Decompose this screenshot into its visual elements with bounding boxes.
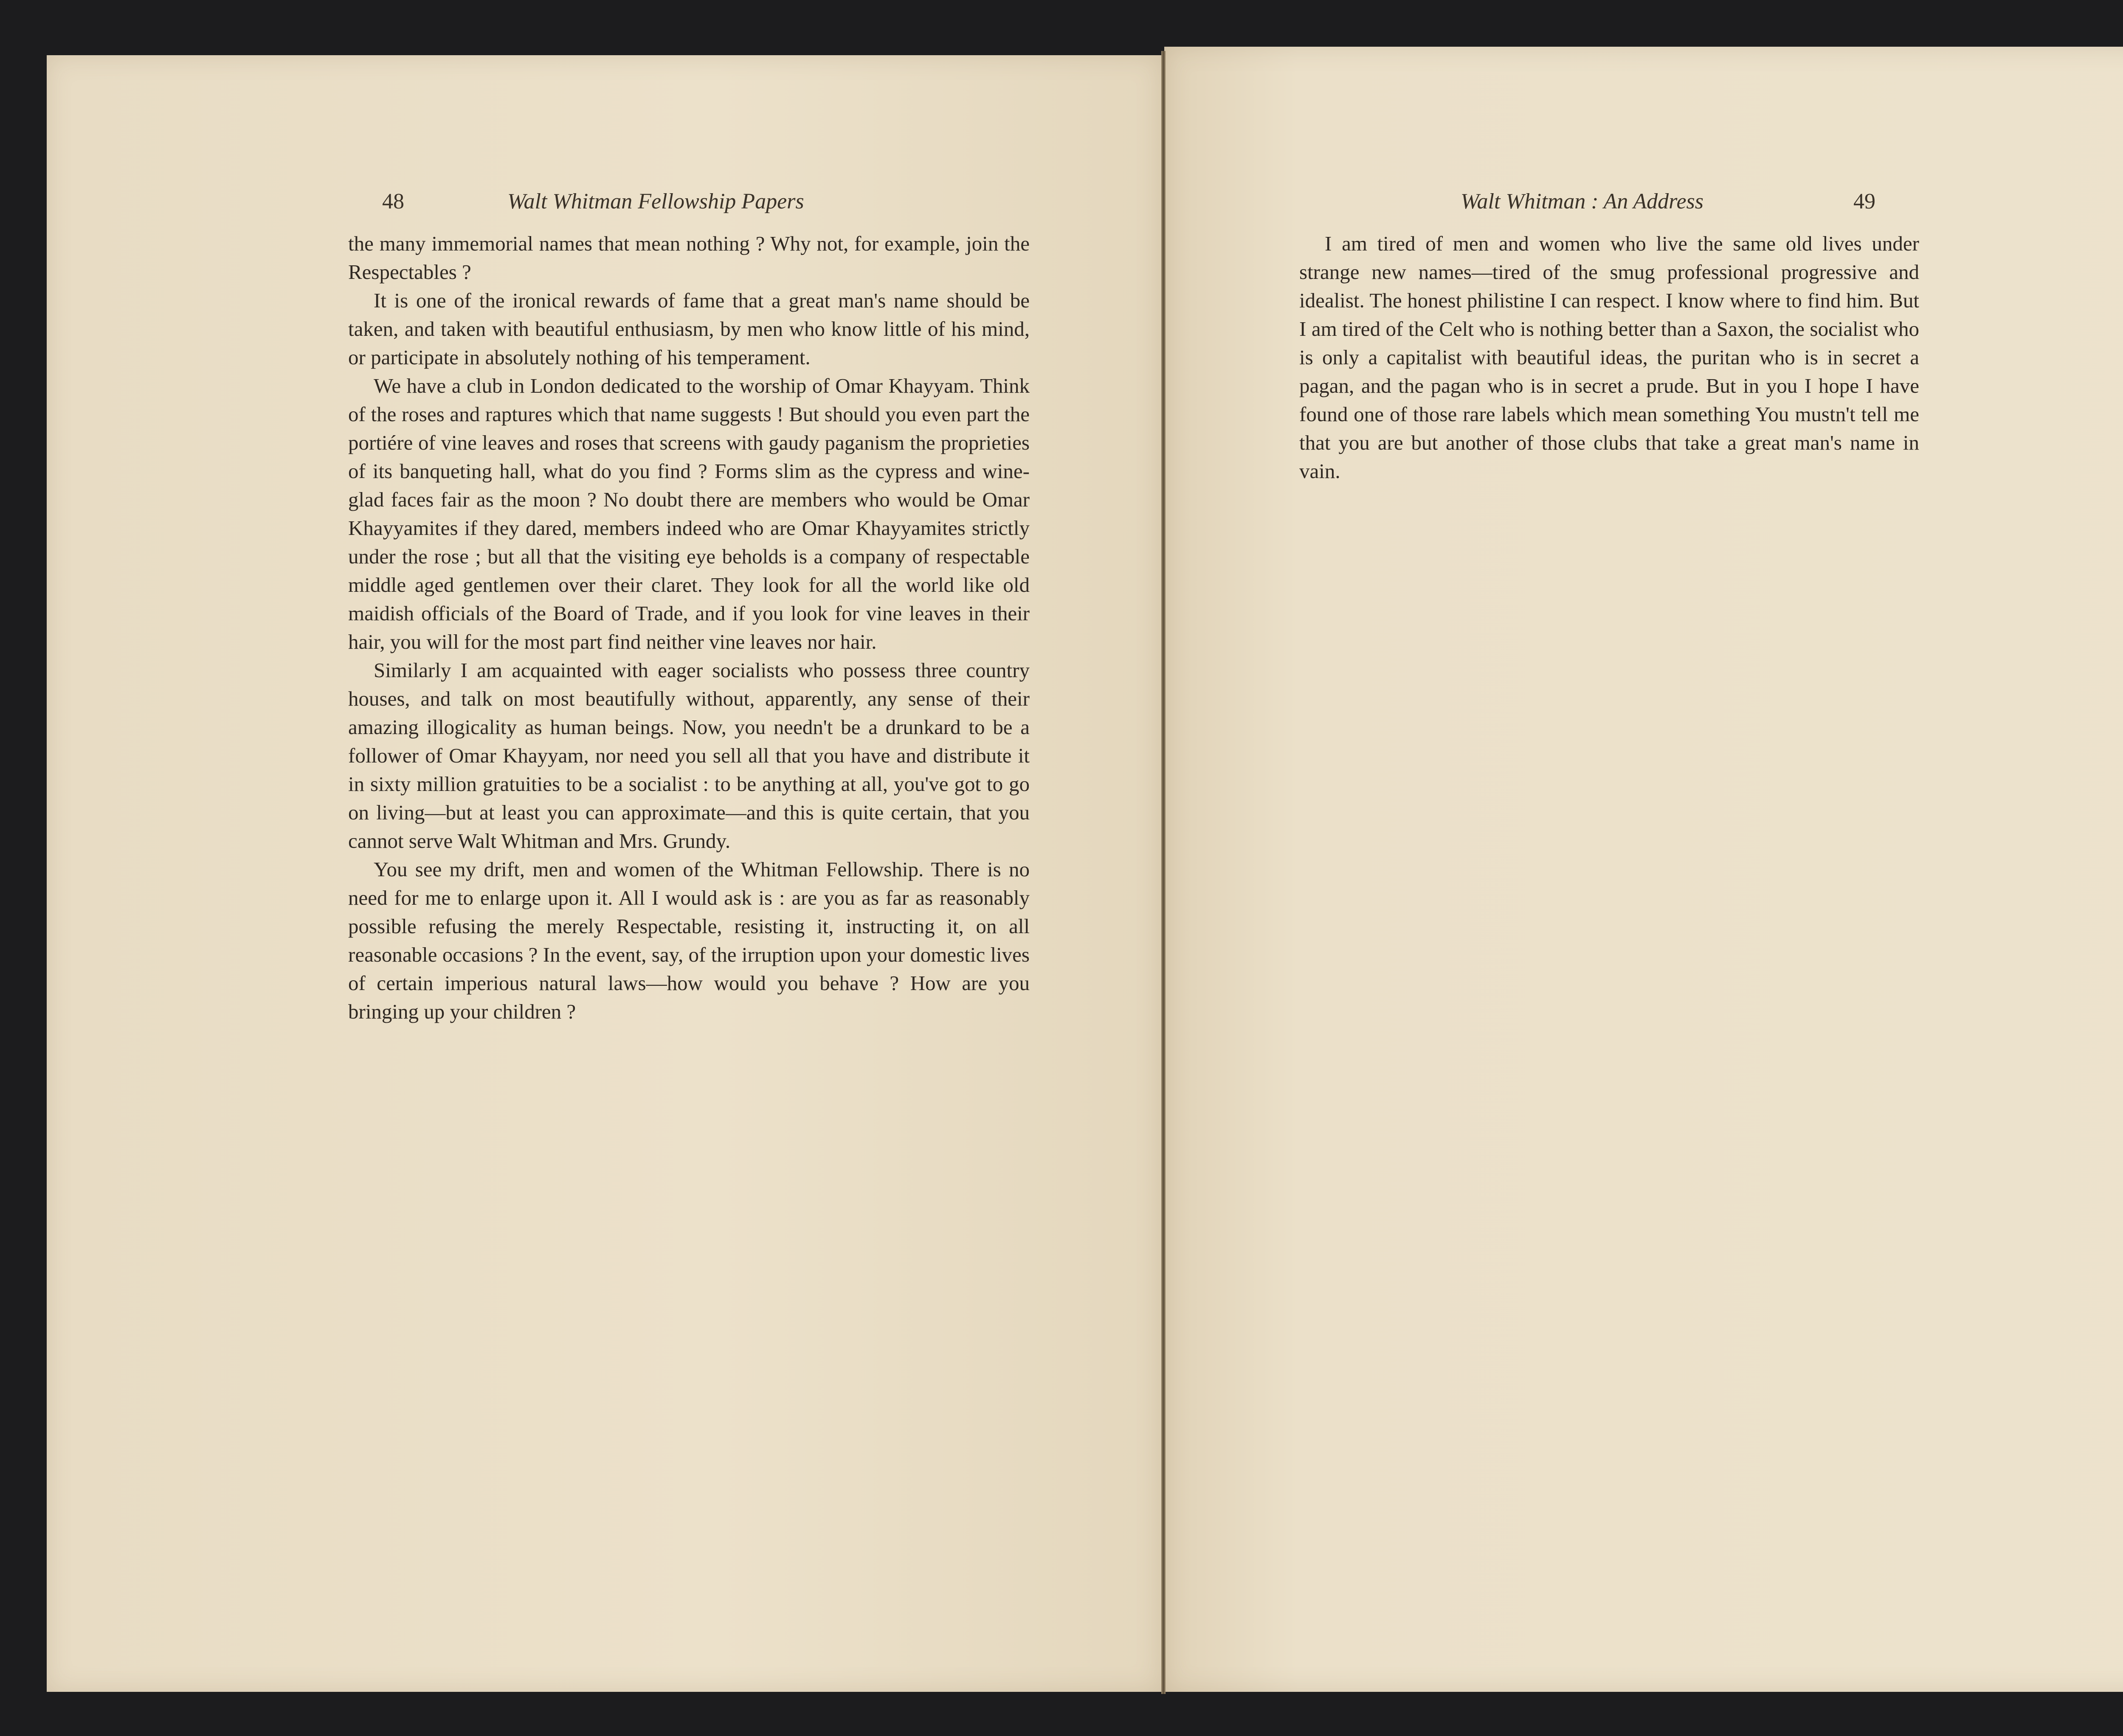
left-paragraph: Similarly I am acquainted with eager socialists who possess three country houses, and talk on most beautifully without, apparently, any sense of their amazing illogicality as human beings. Now, you needn't be a drunkard to be a follower of Omar Khayyam, nor need you sell all that you have and distribute it in sixty million gratuities to be a socialist : to be anything at all, you've got to go on living—but at least you can approximate—and this is quite certain, that you cannot serve Walt Whitman and Mrs. Grundy. <box>348 658 1030 853</box>
left-paragraph: You see my drift, men and women of the Whitman Fellowship. There is no need for me to enlarge upon it. All I would ask is : are you as far as reasonably possible refusing the merely Respectable, resisting it, instructing it, on all reasonable occasions ? In the event, say, of the irruption upon your domestic lives of certain imperious natural laws—how would you behave ? How are you bringing up your children ? <box>348 858 1030 1023</box>
left-page-text <box>348 229 1030 1026</box>
left-running-head: Walt Whitman Fellowship Papers <box>507 189 804 214</box>
right-page-text <box>1299 229 1919 485</box>
left-page-number: 48 <box>382 189 404 214</box>
book-gutter <box>1161 51 1166 1694</box>
left-paragraph: It is one of the ironical rewards of fame that a great man's name should be taken, and taken with beautiful enthusiasm, by men who know little of his mind, or participate in absolutely nothing of his temperament. <box>348 289 1030 369</box>
right-paragraph: I am tired of men and women who live the same old lives under strange new names—tired of the smug professional progressive and idealist. The honest philistine I can respect. I know where to find him. But I am tired of the Celt who is nothing better than a Saxon, the socialist who is only a capitalist with beautiful ideas, the puritan who is in secret a pagan, and the pagan who is in secret a prude. But in you I hope I have found one of those rare labels which mean something You mustn't tell me that you are but another of those clubs that take a great man's name in vain. <box>1299 232 1919 483</box>
left-paragraph: We have a club in London dedicated to the worship of Omar Khayyam. Think of the roses and raptures which that name suggests ! But should you even part the portiére of vine leaves and roses that screens with gaudy paganism the proprieties of its banqueting hall, what do you find ? Forms slim as the cypress and wine-glad faces fair as the moon ? No doubt there are members who would be Omar Khayyamites if they dared, members indeed who are Omar Khayyamites strictly under the rose ; but all that the visiting eye beholds is a company of respectable middle aged gentlemen over their claret. They look for all the world like old maidish officials of the Board of Trade, and if you look for vine leaves in their hair, you will for the most part find neither vine leaves nor hair. <box>348 374 1030 653</box>
right-page-number: 49 <box>1853 189 1875 214</box>
right-running-head: Walt Whitman : An Address <box>1461 189 1704 214</box>
left-paragraph: the many immemorial names that mean nothing ? Why not, for example, join the Respectables ? <box>348 232 1030 284</box>
